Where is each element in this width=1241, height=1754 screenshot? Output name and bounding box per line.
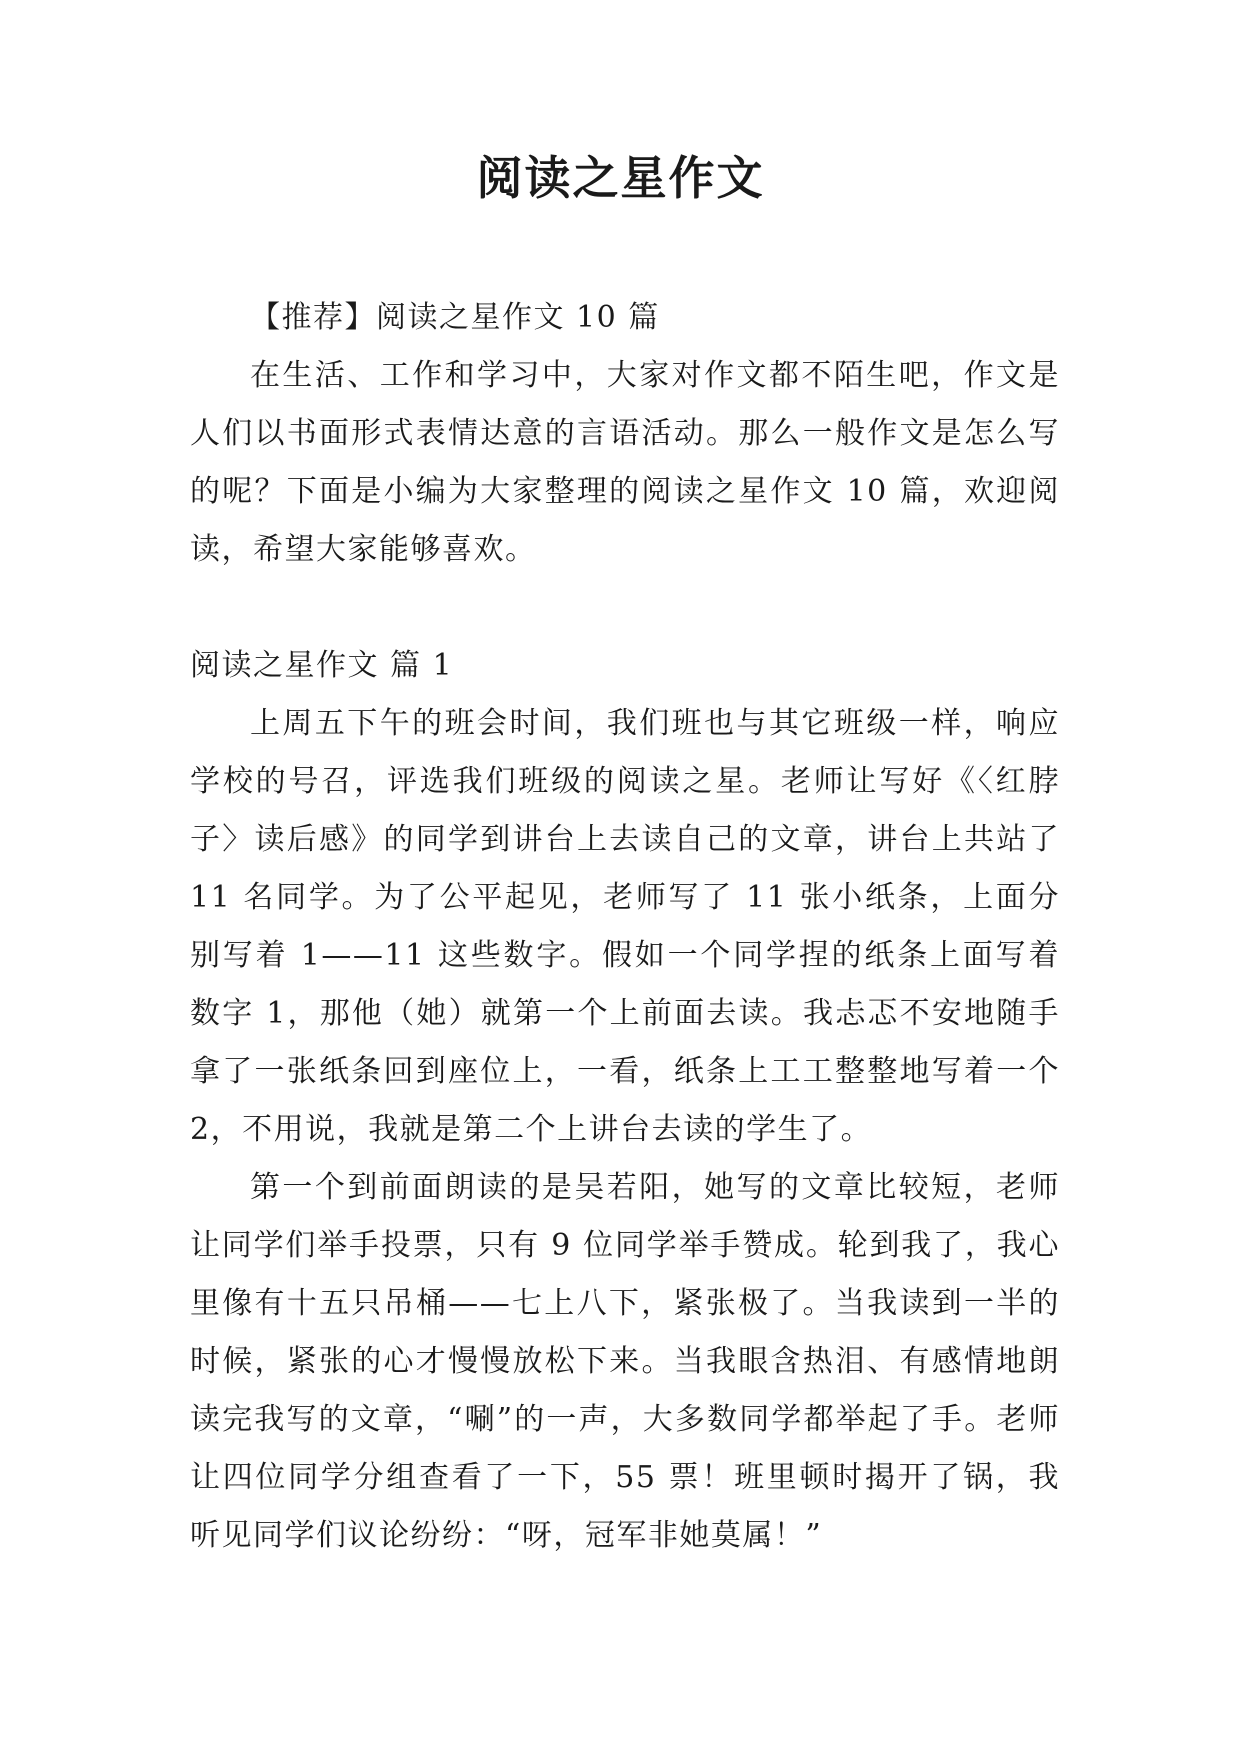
intro-paragraph: 在生活、工作和学习中，大家对作文都不陌生吧，作文是人们以书面形式表情达意的言语活动。那么一般作文是怎么写的呢？下面是小编为大家整理的阅读之星作文 10 篇，欢迎阅读，希望大家能够喜欢。	[190, 358, 1060, 567]
subtitle-line: 【推荐】阅读之星作文 10 篇	[250, 300, 660, 335]
document-body	[190, 289, 1060, 1565]
document-title: 阅读之星作文	[476, 151, 765, 205]
body-paragraph-2: 第一个到前面朗读的是吴若阳，她写的文章比较短，老师让同学们举手投票，只有 9 位同学举手赞成。轮到我了，我心里像有十五只吊桶——七上八下，紧张极了。当我读到一半的时候，紧张的心才慢慢放松下来。当我眼含热泪、有感情地朗读完我写的文章，“唰”的一声，大多数同学都举起了手。老师让四位同学分组查看了一下，55 票！班里顿时揭开了锅，我听见同学们议论纷纷：“呀，冠军非她莫属！”	[190, 1170, 1060, 1553]
section-heading: 阅读之星作文 篇 1	[190, 648, 454, 683]
body-paragraph-1: 上周五下午的班会时间，我们班也与其它班级一样，响应学校的号召，评选我们班级的阅读之星。老师让写好《〈红脖子〉读后感》的同学到讲台上去读自己的文章，讲台上共站了 11 名同学。为了公平起见，老师写了 11 张小纸条，上面分别写着 1——11 这些数字。假如一个同学捏的纸条上面写着数字 1，那他（她）就第一个上前面去读。我忐忑不安地随手拿了一张纸条回到座位上，一看，纸条上工工整整地写着一个 2，不用说，我就是第二个上讲台去读的学生了。	[190, 706, 1060, 1147]
